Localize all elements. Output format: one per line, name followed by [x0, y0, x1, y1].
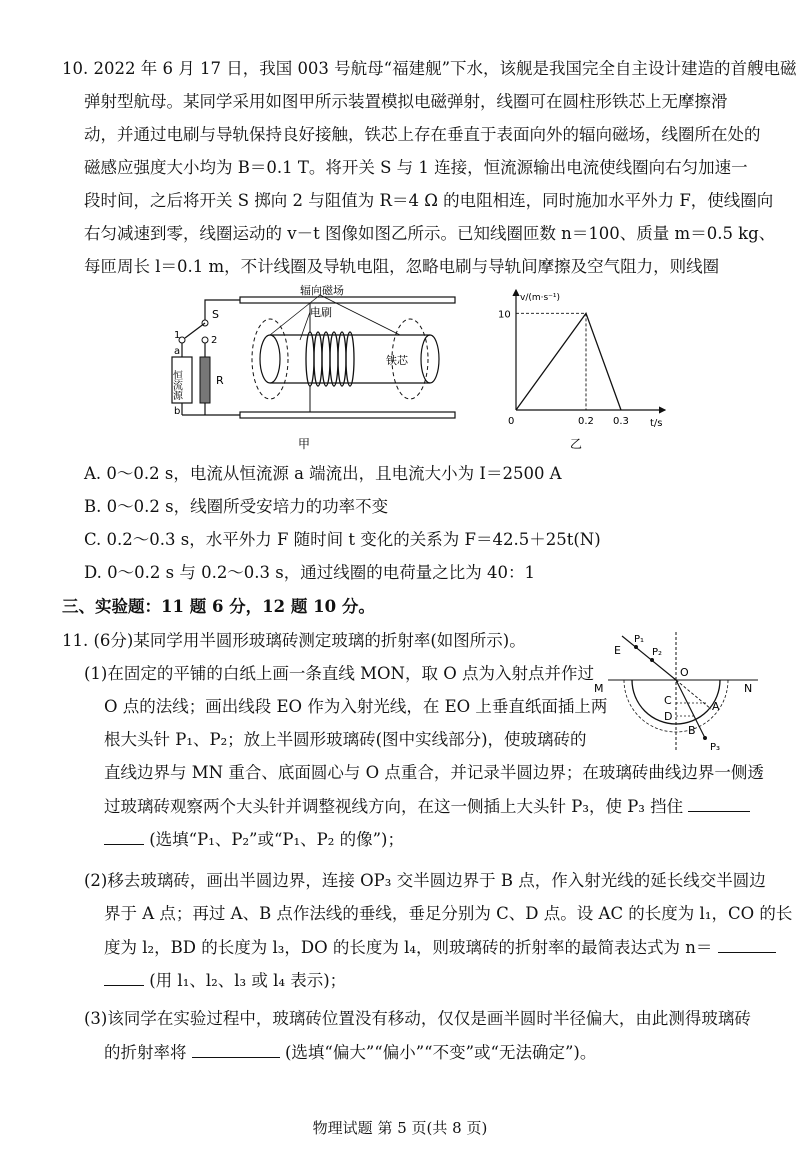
- q11-p2-line-1: (2)移去玻璃砖，画出半圆边界，连接 OP₃ 交半圆边界于 B 点，作入射光线的延长线交半圆边: [84, 871, 766, 890]
- answer-blank-2-cont[interactable]: [104, 969, 144, 986]
- label-2: 2: [211, 335, 218, 346]
- x-tick-0-2: 0.2: [578, 416, 594, 427]
- x-tick-0: 0: [508, 416, 515, 427]
- label-P2: P₂: [652, 647, 663, 658]
- label-C: C: [664, 694, 672, 707]
- answer-blank-1[interactable]: [688, 795, 750, 812]
- label-P1: P₁: [634, 634, 645, 645]
- label-1: 1: [174, 330, 181, 341]
- figure-glass-brick: [588, 628, 766, 756]
- label-switch: S: [212, 308, 219, 321]
- q11-p1-line-3: 根大头针 P₁、P₂；放上半圆形玻璃砖(图中实线部分)，使玻璃砖的: [104, 730, 587, 749]
- y-tick-10: 10: [498, 309, 511, 321]
- q10-line-2: 弹射型航母。某同学采用如图甲所示装置模拟电磁弹射，线圈可在圆柱形铁芯上无摩擦滑: [84, 92, 728, 111]
- q10-line-3: 动，并通过电刷与导轨保持良好接触，铁芯上存在垂直于表面向外的辐向磁场，线圈所在处的: [84, 125, 761, 144]
- q10-line-6: 右匀减速到零，线圈运动的 v－t 图像如图乙所示。已知线圈匝数 n＝100、质量 m＝0.5 kg、: [84, 224, 776, 243]
- caption-jia: 甲: [298, 437, 311, 451]
- option-c: C. 0.2～0.3 s，水平外力 F 随时间 t 变化的关系为 F＝42.5＋25t(N): [84, 530, 601, 549]
- option-d: D. 0～0.2 s 与 0.2～0.3 s，通过线圈的电荷量之比为 40：1: [84, 563, 536, 582]
- label-brush: 电刷: [310, 306, 332, 319]
- q11-p1-line-1: (1)在固定的平铺的白纸上画一条直线 MON，取 O 点为入射点并作过: [84, 664, 594, 683]
- label-P3: P₃: [710, 742, 721, 753]
- label-resistor: R: [216, 374, 224, 387]
- answer-blank-2[interactable]: [718, 936, 776, 953]
- q11-p2-line-4: (用 l₁、l₂、l₃ 或 l₄ 表示)；: [149, 971, 347, 990]
- q11-p1-line-5: 过玻璃砖观察两个大头针并调整视线方向，在这一侧插上大头针 P₃，使 P₃ 挡住: [104, 797, 684, 816]
- x-axis-label: t/s: [650, 418, 663, 429]
- label-B: B: [688, 724, 696, 737]
- q10-line-4: 磁感应强度大小均为 B＝0.1 T。将开关 S 与 1 连接，恒流源输出电流使线圈向右匀加速一: [84, 158, 748, 177]
- label-N: N: [744, 682, 753, 695]
- label-current-source: 恒流源: [170, 370, 182, 400]
- q10-line-5: 段时间，之后将开关 S 掷向 2 与阻值为 R＝4 Ω 的电阻相连，同时施加水平外力 F，使线圈向: [84, 191, 774, 210]
- q11-p3-line-1: (3)该同学在实验过程中，玻璃砖位置没有移动，仅仅是画半圆时半径偏大，由此测得玻璃砖: [84, 1009, 751, 1028]
- answer-blank-1-cont[interactable]: [104, 828, 144, 845]
- caption-yi: 乙: [570, 437, 583, 451]
- figure-jia: [160, 280, 460, 455]
- label-D: D: [664, 710, 673, 723]
- label-radial-field: 辐向磁场: [300, 284, 344, 297]
- q10-line-1: 10. 2022 年 6 月 17 日，我国 003 号航母“福建舰”下水，该舰是我国完全自主设计建造的首艘电磁: [62, 59, 797, 78]
- label-E: E: [614, 644, 621, 657]
- q11-head: 11. (6分)某同学用半圆形玻璃砖测定玻璃的折射率(如图所示)。: [62, 631, 526, 650]
- label-a: a: [174, 346, 181, 357]
- q11-p1-line-6: (选填“P₁、P₂”或“P₁、P₂ 的像”)；: [149, 830, 404, 849]
- answer-blank-3[interactable]: [192, 1041, 280, 1058]
- option-b: B. 0～0.2 s，线圈所受安培力的功率不变: [84, 497, 389, 516]
- label-core: 铁芯: [386, 354, 408, 367]
- q11-p3-line-2: 的折射率将: [104, 1043, 187, 1062]
- q10-line-7: 每匝周长 l＝0.1 m，不计线圈及导轨电阻，忽略电刷与导轨间摩擦及空气阻力，则线圈: [84, 257, 720, 276]
- x-tick-0-3: 0.3: [613, 416, 629, 427]
- label-b: b: [174, 406, 181, 417]
- label-A: A: [712, 700, 720, 713]
- q11-p2-line-2: 界于 A 点；再过 A、B 点作法线的垂线，垂足分别为 C、D 点。设 AC 的长度为 l₁，CO 的长: [104, 904, 793, 923]
- q11-p1-line-2: O 点的法线；画出线段 EO 作为入射光线，在 EO 上垂直纸面插上两: [104, 697, 608, 716]
- q11-p1-line-4: 直线边界与 MN 重合、底面圆心与 O 点重合，并记录半圆边界；在玻璃砖曲线边界一侧透: [104, 763, 764, 782]
- q11-p3-line-3: (选填“偏大”“偏小”“不变”或“无法确定”)。: [285, 1043, 597, 1062]
- coil: [306, 332, 354, 386]
- option-a: A. 0～0.2 s，电流从恒流源 a 端流出，且电流大小为 I＝2500 A: [84, 464, 562, 483]
- page-footer: 物理试题 第 5 页(共 8 页): [312, 1119, 488, 1137]
- y-axis-label: v/(m·s⁻¹): [520, 293, 561, 303]
- section-3-title: 三、实验题：11 题 6 分，12 题 10 分。: [62, 597, 375, 616]
- label-O: O: [680, 666, 689, 679]
- label-M: M: [594, 682, 604, 695]
- q11-p2-line-3: 度为 l₂，BD 的长度为 l₃，DO 的长度为 l₄，则玻璃砖的折射率的最简表达式为 n＝: [104, 938, 713, 957]
- figure-yi-vt-graph: [490, 282, 680, 452]
- vt-series-line: [516, 313, 621, 410]
